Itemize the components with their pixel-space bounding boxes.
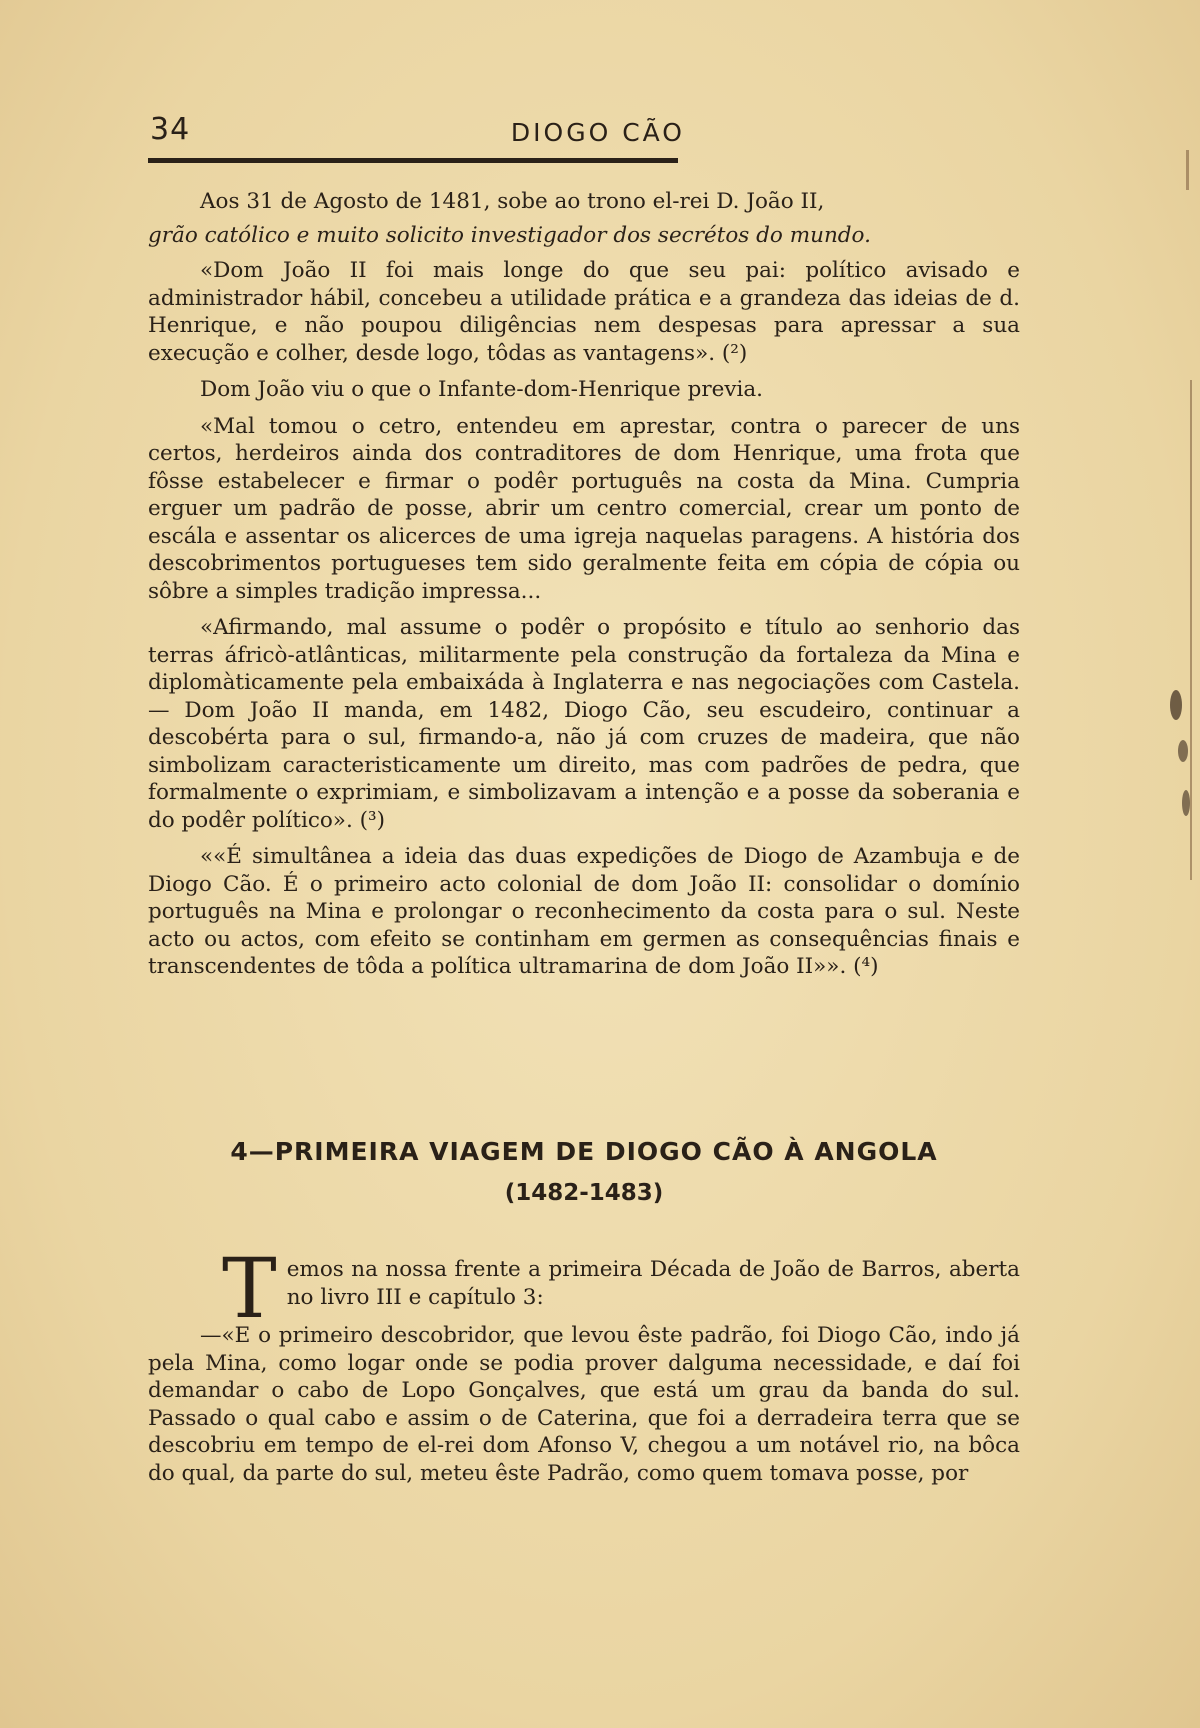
ink-spot <box>1170 690 1182 720</box>
paragraph: ««É simultânea a ideia das duas expedições de Diogo de Azambuja e de Diogo Cão. É o primeiro acto colonial de dom João II: consolidar o domínio português na Mina e prolongar o reconhecimento da costa para o sul. Neste acto ou actos, com efeito se continham em germen as consequências finais e transcendentes de tôda a política ultramarina de dom João II»». (⁴) <box>148 844 1020 979</box>
header-rule <box>148 158 678 163</box>
ink-spot <box>1182 790 1190 816</box>
page-number: 34 <box>150 112 191 147</box>
section-heading: 4—PRIMEIRA VIAGEM DE DIOGO CÃO À ANGOLA <box>230 1137 938 1166</box>
section-text <box>148 1242 1020 1498</box>
paragraph: —«E o primeiro descobridor, que levou êste padrão, foi Diogo Cão, indo já pela Mina, como logar onde se podia prover dalguma necessidade, e daí foi demandar o cabo de Lopo Gonçalves, que está um grau da banda do sul. Passado o qual cabo e assim o de Caterina, que foi a derradeira terra que se descobriu em tempo de el-rei dom Afonso V, chegou a um notável rio, na bôca do qual, da parte do sul, meteu êste Padrão, como quem tomava posse, por <box>148 1323 1020 1486</box>
page-header <box>150 112 685 156</box>
paragraph: «Dom João II foi mais longe do que seu pai: político avisado e administrador hábil, concebeu a utilidade prática e a grandeza das ideias de d. Henrique, e não poupou diligências nem despesas para apressar a sua execução e colher, desde logo, tôdas as vantagens». (²) <box>148 258 1020 366</box>
paragraph: «Afirmando, mal assume o podêr o propósito e título ao senhorio das terras áfricò-atlânticas, militarmente pela construção da fortaleza da Mina e diplomàticamente pela embaixáda à Inglaterra e nas negociações com Castela. — Dom João II manda, em 1482, Diogo Cão, seu escudeiro, continuar a descobérta para o sul, firmando-a, não já com cruzes de madeira, que não simbolizam caracteristicamente um direito, mas com padrões de pedra, que formalmente o exprimiam, e simbolizavam a intenção e a posse da soberania e do podêr político». (³) <box>148 615 1020 833</box>
page-edge-shadow <box>1186 150 1189 190</box>
paragraph: «Mal tomou o cetro, entendeu em aprestar, contra o parecer de uns certos, herdeiros ainda dos contraditores de dom Henrique, uma frota que fôsse estabelecer e firmar o podêr português na costa da Mina. Cumpria erguer um padrão de posse, abrir um centro comercial, crear um ponto de escála e assentar os alicerces de uma igreja naquelas paragens. A história dos descobrimentos portugueses tem sido geralmente feita em cópia de cópia ou sôbre a simples tradição impressa... <box>148 413 1020 604</box>
main-text <box>148 188 1020 990</box>
paragraph: Dom João viu o que o Infante-dom-Henrique previa. <box>200 377 764 402</box>
paragraph: Aos 31 de Agosto de 1481, sobe ao trono el-rei D. João II, <box>200 189 825 214</box>
paragraph-text: emos na nossa frente a primeira Década de João de Barros, aberta no livro III e capítulo 3: <box>286 1257 1020 1310</box>
page-edge-shadow <box>1190 380 1192 880</box>
italic-quote: grão católico e muito solicito investigador dos secrétos do mundo. <box>148 222 871 248</box>
running-title: DIOGO CÃO <box>510 118 685 147</box>
section-years: (1482-1483) <box>504 1180 664 1206</box>
ink-spot <box>1178 740 1188 762</box>
paragraph <box>148 1242 1020 1337</box>
drop-cap: T <box>222 1242 277 1337</box>
